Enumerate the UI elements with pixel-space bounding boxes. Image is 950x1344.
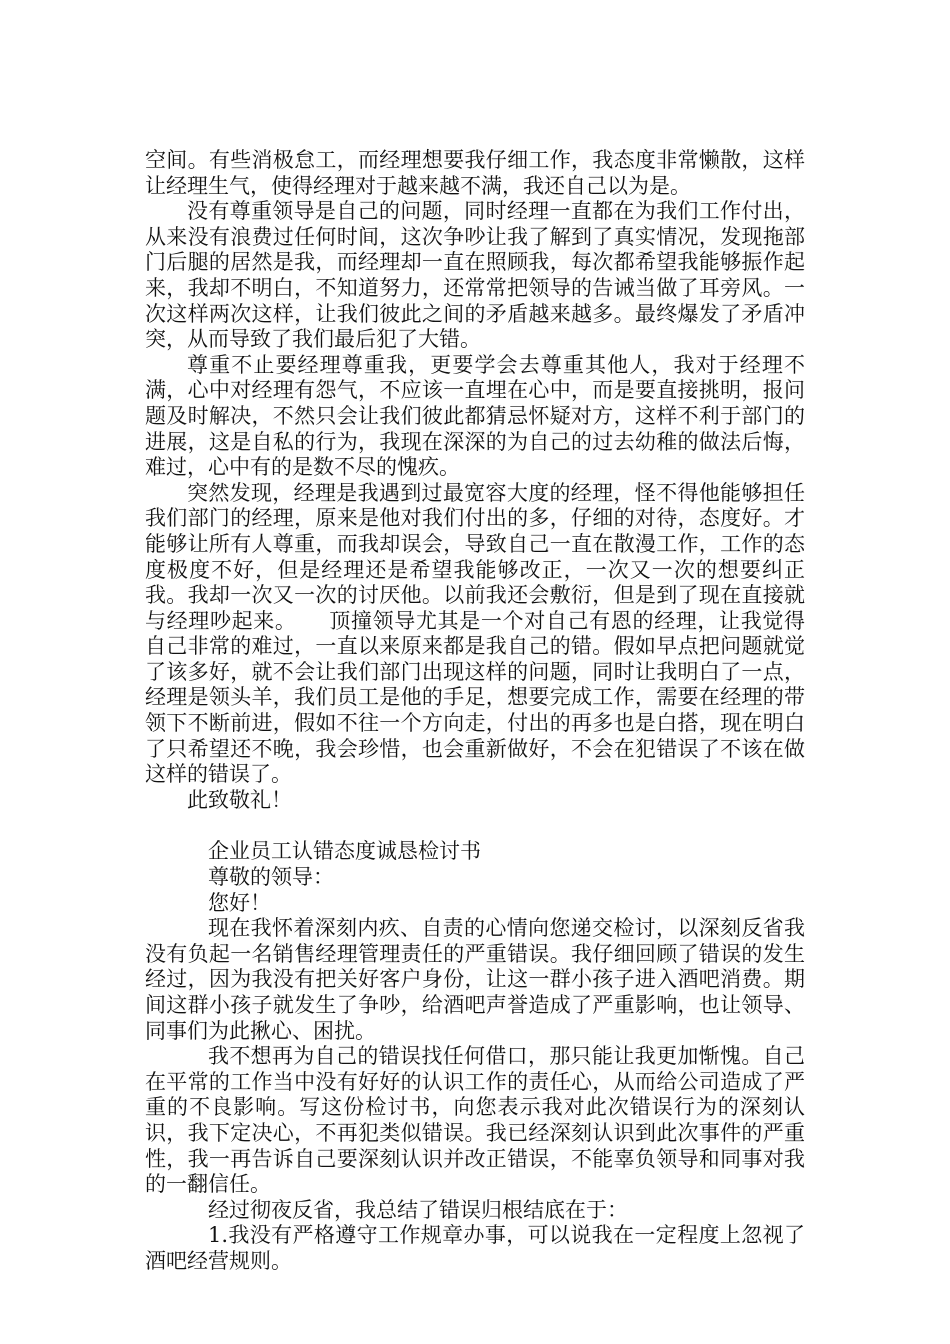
letter-paragraph-intro: 现在我怀着深刻内疚、自责的心情向您递交检讨，以深刻反省我没有负起一名销售经理管理责任的严重错误。我仔细回顾了错误的发生经过，因为我没有把关好客户身份，让这一群小孩子进入酒吧消费。期间这群小孩子就发生了争吵，给酒吧声誉造成了严重影响，也让领导、同事们为此揪心、困扰。 [145,916,805,1043]
section-gap [145,813,805,839]
letter-salutation: 尊敬的领导： [208,865,334,890]
letter-paragraph-no-excuse: 我不想再为自己的错误找任何借口，那只能让我更加惭愧。自己在平常的工作当中没有好好的认识工作的责任心，从而给公司造成了严重的不良影响。写这份检讨书，向您表示我对此次错误行为的深刻认识，我下定决心，不再犯类似错误。我已经深刻认识到此次事件的严重性，我一再告诉自己要深刻认识并改正错误，不能辜负领导和同事对我的一翻信任。 [145,1044,805,1197]
letter-paragraph-point-1: 1.我没有严格遵守工作规章办事，可以说我在一定程度上忽视了酒吧经营规则。 [145,1223,805,1273]
paragraph-continued: 空间。有些消极怠工，而经理想要我仔细工作，我态度非常懒散，这样让经理生气，使得经理对于越来越不满，我还自己以为是。 [145,148,805,198]
document-page [145,148,805,1275]
paragraph-respect-others: 尊重不止要经理尊重我，更要学会去尊重其他人，我对于经理不满，心中对经理有怨气，不应该一直埋在心中，而是要直接挑明，报问题及时解决，不然只会让我们彼此都猜忌怀疑对方，这样不利于部门的进展，这是自私的行为，我现在深深的为自己的过去幼稚的做法后悔，难过，心中有的是数不尽的愧疚。 [145,352,805,480]
closing-salute: 此致敬礼！ [187,787,292,812]
paragraph-respect-leader: 没有尊重领导是自己的问题，同时经理一直都在为我们工作付出，从来没有浪费过任何时间，这次争吵让我了解到了真实情况，发现拖部门后腿的居然是我，而经理却一直在照顾我，每次都希望我能够振作起来，我却不明白，不知道努力，还常常把领导的告诫当做了耳旁风。一次这样两次这样，让我们彼此之间的矛盾越来越多。最终爆发了矛盾冲突，从而导致了我们最后犯了大错。 [145,199,805,352]
letter-paragraph-reflection: 经过彻夜反省，我总结了错误归根结底在于： [208,1197,628,1222]
paragraph-sudden-realization: 突然发现，经理是我遇到过最宽容大度的经理，怪不得他能够担任我们部门的经理，原来是他对我们付出的多，仔细的对待，态度好。才能够让所有人尊重，而我却误会，导致自己一直在散漫工作，工作的态度极度不好，但是经理还是希望我能够改正，一次又一次的想要纠正我。我却一次又一次的讨厌他。以前我还会敷衍，但是到了现在直接就与经理吵起来。 顶撞领导尤其是一个对自己有恩的经理，让我觉得自己非常的难过，一直以来原来都是我自己的错。假如早点把问题就觉了该多好，就不会让我们部门出现这样的问题，同时让我明白了一点，经理是领头羊，我们员工是他的手足，想要完成工作，需要在经理的带领下不断前进，假如不往一个方向走，付出的再多也是白搭，现在明白了只希望还不晚，我会珍惜，也会重新做好，不会在犯错误了不该在做这样的错误了。 [145,480,805,787]
letter-greeting: 您好！ [208,890,271,915]
letter-title: 企业员工认错态度诚恳检讨书 [208,839,481,864]
